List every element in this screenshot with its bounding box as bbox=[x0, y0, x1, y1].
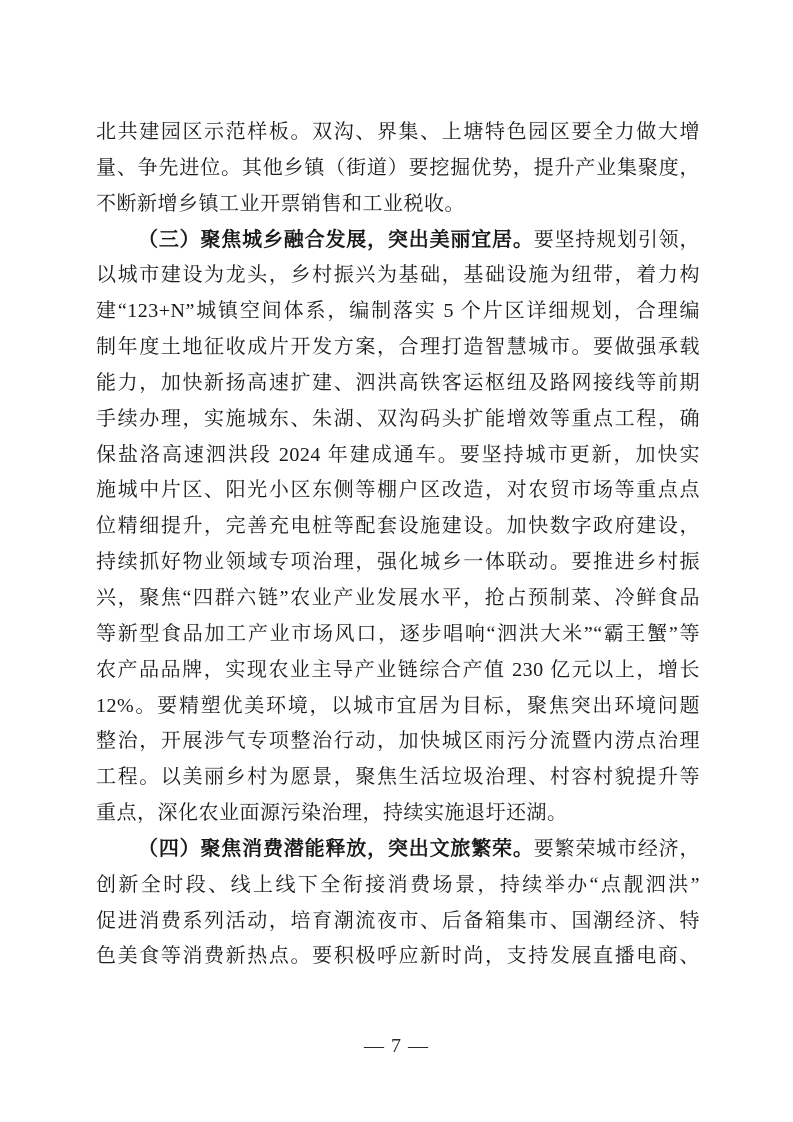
text-line bbox=[96, 868, 700, 904]
text-line bbox=[96, 402, 700, 438]
text-line bbox=[96, 760, 700, 796]
text-segment: 建“123+N”城镇空间体系，编制落实 5 个片区详细规划，合理编 bbox=[96, 300, 700, 323]
text-segment: 农产品品牌，实现农业主导产业链综合产值 230 亿元以上，增长 bbox=[96, 658, 700, 681]
text-line bbox=[96, 724, 700, 760]
text-segment: 北共建园区示范样板。双沟、界集、上塘特色园区要全力做大增 bbox=[96, 121, 700, 143]
text-segment: 要繁荣城市经济， bbox=[533, 837, 700, 860]
text-segment: 创新全时段、线上线下全衔接消费场景，持续举办“点靓泗洪” bbox=[96, 873, 700, 896]
text-segment: 要坚持规划引领， bbox=[533, 228, 700, 251]
text-line bbox=[96, 545, 700, 581]
text-segment: 12%。要精塑优美环境，以城市宜居为目标，聚焦突出环境问题 bbox=[96, 694, 700, 717]
text-line bbox=[96, 366, 700, 402]
paragraph bbox=[96, 832, 700, 975]
text-line bbox=[96, 509, 700, 545]
text-line bbox=[96, 904, 700, 940]
text-segment: 施城中片区、阳光小区东侧等棚户区改造，对农贸市场等重点点 bbox=[96, 479, 700, 502]
text-segment: 整治，开展涉气专项整治行动，加快城区雨污分流暨内涝点治理 bbox=[96, 730, 700, 753]
paragraph bbox=[96, 223, 700, 832]
text-line bbox=[96, 330, 700, 366]
section-heading: （三）聚焦城乡融合发展，突出美丽宜居。 bbox=[138, 228, 534, 251]
text-line bbox=[96, 115, 700, 151]
text-line bbox=[96, 223, 700, 259]
text-segment: 能力，加快新扬高速扩建、泗洪高铁客运枢纽及路网接线等前期 bbox=[96, 371, 700, 394]
text-line bbox=[96, 653, 700, 689]
text-segment: 以城市建设为龙头，乡村振兴为基础，基础设施为纽带，着力构 bbox=[96, 264, 700, 287]
text-line bbox=[96, 473, 700, 509]
text-line bbox=[96, 438, 700, 474]
text-line bbox=[96, 832, 700, 868]
text-segment: 保盐洛高速泗洪段 2024 年建成通车。要坚持城市更新，加快实 bbox=[96, 443, 700, 466]
text-line bbox=[96, 581, 700, 617]
text-line bbox=[96, 151, 700, 187]
section-heading: （四）聚焦消费潜能释放，突出文旅繁荣。 bbox=[138, 837, 534, 860]
text-segment: 兴，聚焦“四群六链”农业产业发展水平，抢占预制菜、冷鲜食品 bbox=[96, 586, 700, 609]
text-line bbox=[96, 187, 700, 223]
text-segment: 等新型食品加工产业市场风口，逐步唱响“泗洪大米”“霸王蟹”等 bbox=[96, 622, 700, 645]
text-segment: 不断新增乡镇工业开票销售和工业税收。 bbox=[96, 192, 465, 215]
text-line bbox=[96, 796, 700, 832]
text-segment: 量、争先进位。其他乡镇（街道）要挖掘优势，提升产业集聚度， bbox=[96, 156, 700, 179]
text-segment: 持续抓好物业领域专项治理，强化城乡一体联动。要推进乡村振 bbox=[96, 551, 700, 574]
page-number: — 7 — bbox=[364, 1035, 429, 1057]
text-segment: 重点，深化农业面源污染治理，持续实施退圩还湖。 bbox=[96, 802, 568, 825]
text-line bbox=[96, 939, 700, 975]
text-segment: 手续办理，实施城东、朱湖、双沟码头扩能增效等重点工程，确 bbox=[96, 407, 700, 430]
document-body bbox=[96, 115, 700, 975]
paragraph bbox=[96, 115, 700, 223]
text-line bbox=[96, 294, 700, 330]
text-segment: 位精细提升，完善充电桩等配套设施建设。加快数字政府建设， bbox=[96, 515, 700, 538]
text-segment: 制年度土地征收成片开发方案，合理打造智慧城市。要做强承载 bbox=[96, 336, 700, 359]
text-line bbox=[96, 258, 700, 294]
text-segment: 促进消费系列活动，培育潮流夜市、后备箱集市、国潮经济、特 bbox=[96, 909, 700, 932]
text-line bbox=[96, 689, 700, 725]
page-footer bbox=[0, 1032, 793, 1060]
text-segment: 工程。以美丽乡村为愿景，聚焦生活垃圾治理、村容村貌提升等 bbox=[96, 766, 700, 789]
text-segment: 色美食等消费新热点。要积极呼应新时尚，支持发展直播电商、 bbox=[96, 945, 700, 968]
text-line bbox=[96, 617, 700, 653]
